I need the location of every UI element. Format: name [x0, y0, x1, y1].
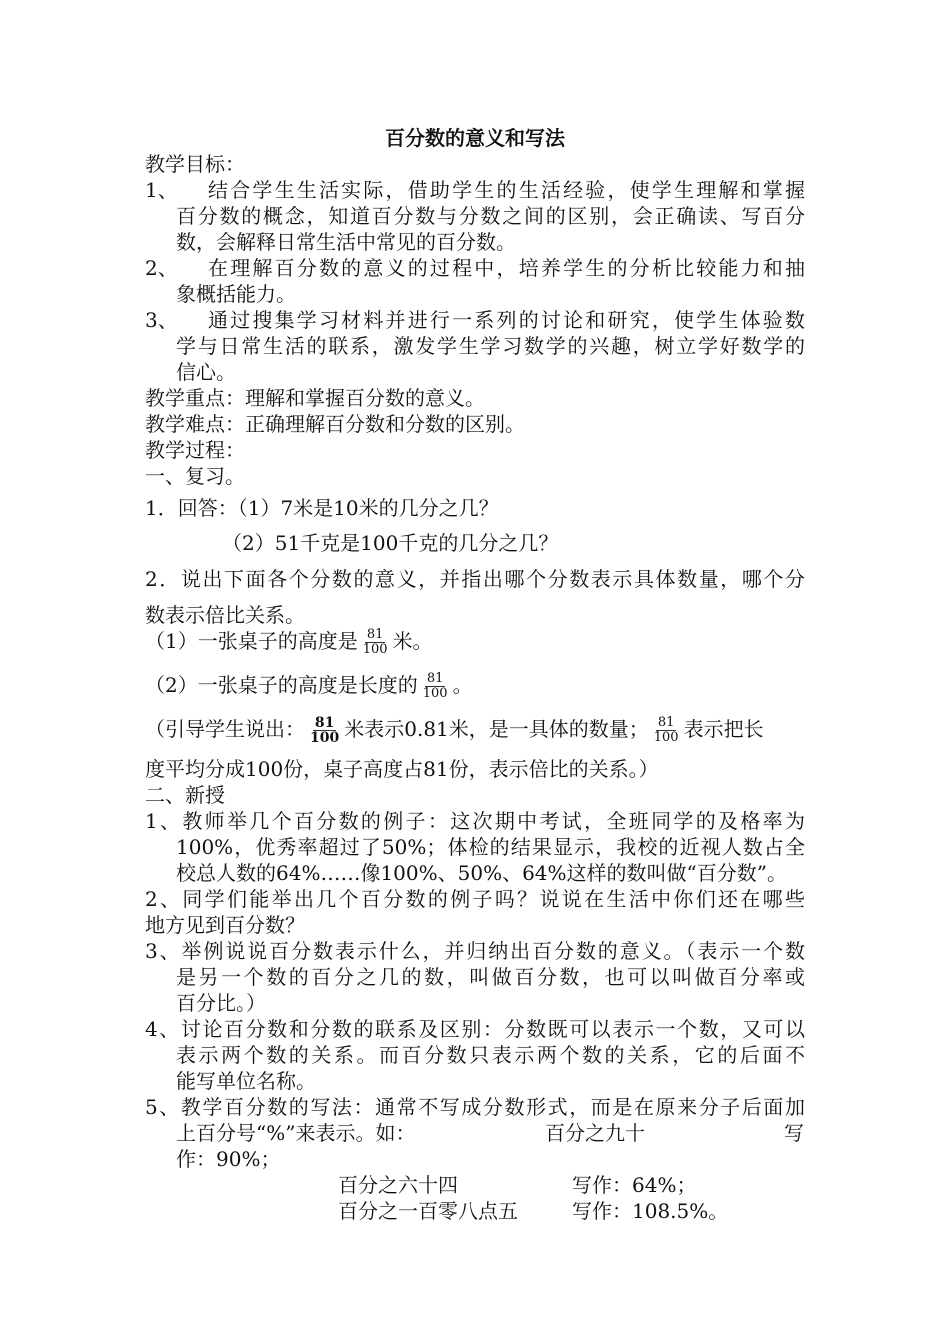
fraction-81-100	[361, 628, 390, 657]
new-lesson-p1-line-2: 100%，优秀率超过了50%；体检的结果显示，我校的近视人数占全	[176, 835, 805, 859]
fraction-numerator: 81	[426, 671, 444, 686]
review-heading: 一、复习。	[145, 464, 245, 488]
new-lesson-p5-line-1: 5、教学百分数的写法：通常不写成分数形式，而是在原来分子后面加	[145, 1095, 805, 1119]
guide-text-b: 米表示0.81米，是一具体的数量；	[344, 717, 649, 741]
example-2-text: （2）一张桌子的高度是长度的	[145, 673, 418, 697]
example-2-end: 。	[452, 673, 473, 697]
fraction-numerator: 81	[366, 627, 384, 642]
fraction-numerator: 81	[314, 715, 335, 731]
objective-2-number: 2、	[145, 256, 178, 280]
review-question-1-part-2: （2）51千克是100千克的几分之几？	[222, 531, 559, 555]
new-lesson-p2-line-1: 2、同学们能举出几个百分数的例子吗？说说在生活中你们还在哪些	[145, 887, 805, 911]
fraction-numerator: 81	[657, 715, 675, 730]
example-1-text: （1）一张桌子的高度是	[145, 629, 358, 653]
fraction-denominator: 100	[653, 730, 679, 745]
new-lesson-p1-line-3: 校总人数的64%……像100%、50%、64%这样的数叫做“百分数”。	[176, 861, 787, 885]
new-lesson-p3-line-2: 是另一个数的百分之几的数，叫做百分数，也可以叫做百分率或	[176, 965, 805, 989]
fraction-denominator: 100	[422, 686, 448, 701]
new-lesson-p5-line-2: 上百分号“%”来表示。如：	[176, 1121, 416, 1145]
difficulty: 教学难点：正确理解百分数和分数的区别。	[145, 412, 525, 436]
fraction-81-100	[652, 716, 681, 745]
review-question-2-line-1: 2．说出下面各个分数的意义，并指出哪个分数表示具体数量，哪个分	[145, 567, 805, 591]
example-row-words: 百分之一百零八点五	[338, 1199, 518, 1223]
new-lesson-p1-line-1: 1、教师举几个百分数的例子：这次期中考试，全班同学的及格率为	[145, 809, 805, 833]
new-lesson-p4-line-2: 表示两个数的关系。而百分数只表示两个数的关系，它的后面不	[176, 1043, 805, 1067]
example-row-written: 写作：64%；	[572, 1173, 697, 1197]
objective-3-line-3: 信心。	[176, 360, 236, 384]
review-question-1: 1．回答：（1）7米是10米的几分之几？	[145, 496, 499, 520]
objective-2-line-2: 象概括能力。	[176, 282, 296, 306]
objective-1-line-3: 数，会解释日常生活中常见的百分数。	[176, 230, 516, 254]
new-lesson-heading: 二、新授	[145, 783, 225, 807]
example-written-label: 写	[784, 1121, 804, 1145]
objectives-heading: 教学目标：	[145, 152, 245, 176]
example-1-unit: 米。	[392, 629, 433, 653]
example-1	[145, 624, 433, 658]
objective-1-line-2: 百分数的概念，知道百分数与分数之间的区别，会正确读、写百分	[176, 204, 805, 228]
fraction-81-100	[421, 672, 450, 701]
objective-1-number: 1、	[145, 178, 178, 202]
guide-line-1	[145, 712, 764, 746]
new-lesson-p4-line-3: 能写单位名称。	[176, 1069, 316, 1093]
example-2	[145, 668, 473, 702]
fraction-denominator: 100	[362, 642, 388, 657]
guide-line-2: 度平均分成100份，桌子高度占81份，表示倍比的关系。）	[145, 757, 659, 781]
new-lesson-p3-line-3: 百分比。）	[176, 991, 266, 1015]
example-words-90: 百分之九十	[545, 1121, 645, 1145]
objective-3-number: 3、	[145, 308, 178, 332]
guide-text-a: （引导学生说出：	[145, 717, 305, 741]
process-heading: 教学过程：	[145, 438, 245, 462]
fraction-denominator: 100	[310, 730, 340, 746]
objective-3-line-2: 学与日常生活的联系，激发学生学习数学的兴趣，树立学好数学的	[176, 334, 805, 358]
objective-2-line-1: 在理解百分数的意义的过程中，培养学生的分析比较能力和抽	[208, 256, 805, 280]
new-lesson-p3-line-1: 3、举例说说百分数表示什么，并归纳出百分数的意义。（表示一个数	[145, 939, 805, 963]
review-question-2-line-2: 数表示倍比关系。	[145, 603, 305, 627]
example-row-written: 写作：108.5%。	[572, 1199, 729, 1223]
new-lesson-p5-line-3: 作：90%；	[176, 1147, 281, 1171]
objective-3-line-1: 通过搜集学习材料并进行一系列的讨论和研究，使学生体验数	[208, 308, 805, 332]
page-title: 百分数的意义和写法	[385, 126, 565, 150]
new-lesson-p2-line-2: 地方见到百分数？	[145, 913, 305, 937]
objective-1-line-1: 结合学生生活实际，借助学生的生活经验，使学生理解和掌握	[208, 178, 805, 202]
new-lesson-p4-line-1: 4、讨论百分数和分数的联系及区别：分数既可以表示一个数，又可以	[145, 1017, 805, 1041]
example-row-words: 百分之六十四	[338, 1173, 458, 1197]
guide-text-c: 表示把长	[683, 717, 764, 741]
key-point: 教学重点：理解和掌握百分数的意义。	[145, 386, 485, 410]
fraction-81-100-bold	[308, 716, 341, 745]
